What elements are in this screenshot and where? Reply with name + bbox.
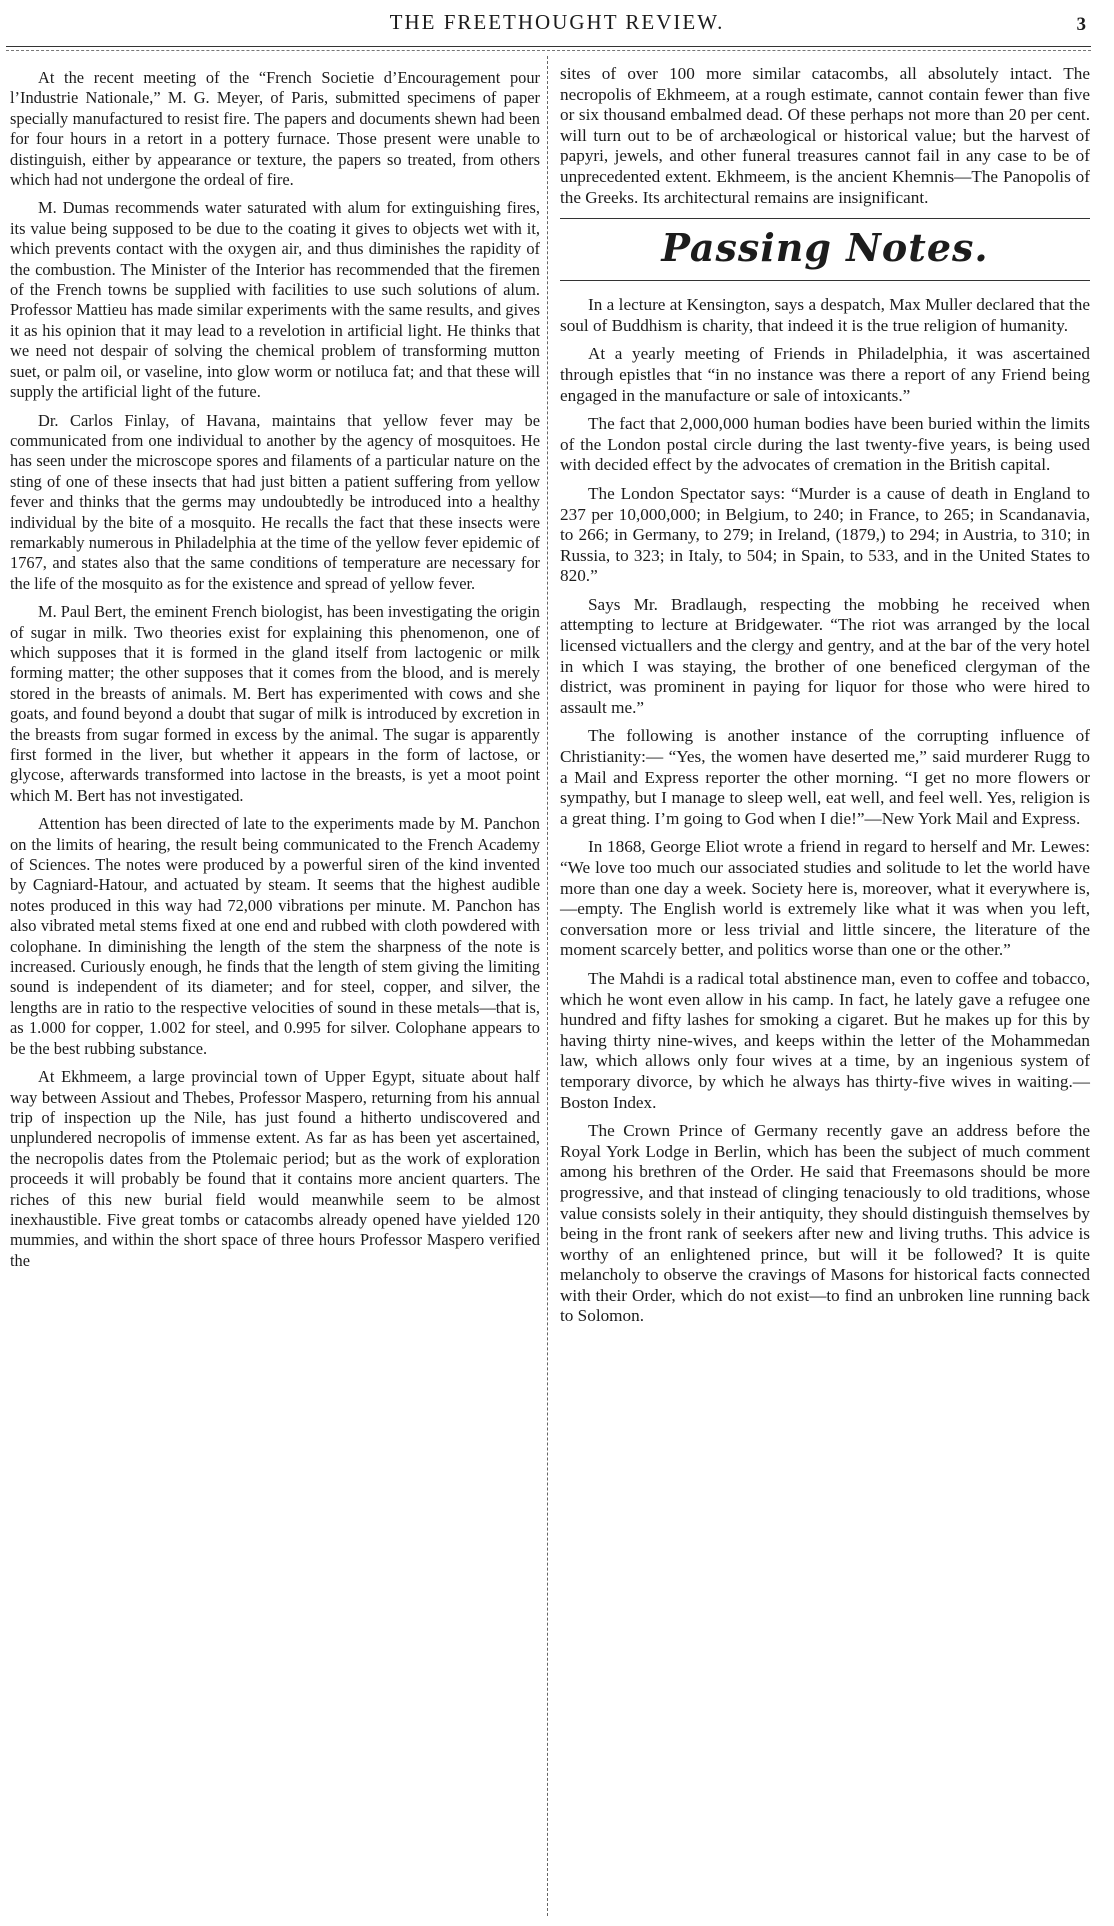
paragraph-limits-of-hearing: Attention has been directed of late to the experiments made by M. Panchon on the limits of hearing, the result being communicated to the French Academy of Sciences. The notes were produced by a powerful siren of the kind invented by Cagniard-Hatour, and actuated by steam. It seems that the highest audible notes produced in this way had 72,000 vibrations per minute. M. Panchon has also vibrated metal stems fixed at one end and rubbed with cloth powdered with colophane. In diminishing the length of the stem the sharpness of the note is increased. Curiously enough, he finds that the length of stem giving the limiting sound is independent of its diameter; and for steel, copper, and silver, the lengths are in ratio to the respective velocities of sound in these metals—that is, as 1.000 for copper, 1.002 for steel, and 0.995 for silver. Colophane appears to be the best rubbing substance. [10, 814, 540, 1058]
page-header [0, 0, 1114, 46]
note-murderer-rugg: The following is another instance of the corrupting influence of Christianity:— “Yes, the women have deserted me,” said murderer Rugg to a Mail and Express reporter the other morning. “I get no more flowers or sympathy, but I manage to sleep well, eat well, and feel well. Yes, religion is a great thing. I’m going to God when I die!”—New York Mail and Express. [560, 726, 1090, 828]
header-rule-dashed [6, 50, 1091, 51]
note-bradlaugh: Says Mr. Bradlaugh, respecting the mobbing he received when attempting to lecture at Bridgewater. “The riot was arranged by the local licensed victuallers and the clergy and gentry, and at the bar of the very hotel in which I was staying, the brother of one beneficed clergyman of the district, was prominent in paying for liquor for those who were hired to assault me.” [560, 594, 1090, 717]
right-column [560, 64, 1090, 1335]
paragraph-yellow-fever-mosquitoes: Dr. Carlos Finlay, of Havana, maintains that yellow fever may be communicated from one individual to another by the agency of mosquitoes. He has seen under the microscope spores and filaments of a particular nature on the sting of one of these insects that had just bitten a patient suffering from yellow fever and thinks that the germs may undoubtedly be introduced into a healthy individual by the bite of a mosquito. He recalls the fact that these insects were remarkably numerous in Philadelphia at the time of the yellow fever epidemic of 1767, and states also that the same conditions of temperature are necessary for the life of the mosquito as for the existence and spread of yellow fever. [10, 410, 540, 593]
note-crown-prince: The Crown Prince of Germany recently gave an address before the Royal York Lodge in Berlin, which has been the subject of much comment among his brethren of the Order. He said that Freemasons should be more progressive, and that instead of clinging tenaciously to old traditions, whose value consists solely in their antiquity, they should distinguish themselves by being in the front rank of seekers after new and living truths. This advice is worthy of an enlightened prince, but will it be followed? It is quite melancholy to observe the cravings of Masons for historical facts connected with their Order, which do not exist—to find an unbroken line running back to Solomon. [560, 1121, 1090, 1326]
note-london-spectator: The London Spectator says: “Murder is a cause of death in England to 237 per 10,000,000; in Belgium, to 240; in France, to 265; in Scandanavia, to 266; in Germany, to 279; in Ireland, (1879,) to 294; in Austria, to 310; in Russia, to 323; in Italy, to 504; in Spain, to 533, and in the United States to 820.” [560, 483, 1090, 586]
paragraph-fire-resistant-paper: At the recent meeting of the “French Societie d’Encouragement pour l’Industrie Nationale,” M. G. Meyer, of Paris, submitted specimens of paper specially manufactured to resist fire. The papers and documents shewn had been for four hours in a retort in a pottery furnace. Those present were unable to distinguish, either by appearance or texture, the papers so treated, from others which had not undergone the ordeal of fire. [10, 68, 540, 190]
note-max-muller: In a lecture at Kensington, says a despatch, Max Muller declared that the soul of Buddhism is charity, that indeed it is the true religion of humanity. [560, 295, 1090, 335]
paragraph-ekhmeem-continued: sites of over 100 more similar catacombs, all absolutely intact. The necropolis of Ekhmeem, at a rough estimate, cannot contain fewer than five or six thousand embalmed dead. Of these perhaps not more than 20 per cent. will turn out to be of archæological or historical value; but the harvest of papyri, jewels, and other funeral treasures cannot fail in any case to be of unprecedented extent. Ekhmeem, is the ancient Khemnis—The Panopolis of the Greeks. Its architectural remains are insignificant. [560, 64, 1090, 207]
header-rule [6, 46, 1091, 47]
section-header [560, 218, 1090, 281]
paragraph-alum-extinguishing: M. Dumas recommends water saturated with alum for extinguishing fires, its value being supposed to be due to the coating it gives to objects wet with it, which prevents contact with the oxygen air, and thus diminishes the rapidity of the combustion. The Minister of the Interior has recommended that the firemen of the French towns be supplied with facilities to use such solutions of alum. Professor Mattieu has made similar experiments with the same results, and gives it as his opinion that it may lead to a revelotion in artificial light. He thinks that we need not despair of solving the chemical problem of transforming mutton suet, or palm oil, or vaseline, into glow worm or notiluca fat; and that these will supply the artificial light of the future. [10, 198, 540, 402]
running-title: THE FREETHOUGHT REVIEW. [389, 10, 725, 34]
note-cremation-london: The fact that 2,000,000 human bodies have been buried within the limits of the London postal circle during the last twenty-five years, is being used with decided effect by the advocates of cremation in the British capital. [560, 414, 1090, 475]
left-column [10, 68, 540, 1279]
note-mahdi: The Mahdi is a radical total abstinence man, even to coffee and tobacco, which he wont even allow in his camp. In fact, he lately gave a refugee one hundred and fifty lashes for smoking a cigaret. But he makes up for this by having thirty nine-wives, and keeps within the letter of the Mohammedan law, which allows only four wives at a time, by an ingenious system of temporary divorce, by which he always has thirty-five wives in waiting.—Boston Index. [560, 968, 1090, 1112]
column-divider [547, 56, 548, 1916]
paragraph-ekhmeem-necropolis: At Ekhmeem, a large provincial town of Upper Egypt, situate about half way between Assiout and Thebes, Professor Maspero, returning from his annual trip of inspection up the Nile, has just found a hitherto undiscovered and unplundered necropolis of immense extent. As far as has been yet ascertained, the necropolis dates from the Ptolemaic period; but as the work of exploration proceeds it will probably be found that it contains more ancient quarters. The riches of this new burial field would meanwhile seem to be almost inexhaustible. Five great tombs or catacombs already opened have yielded 120 mummies, and within the short space of three hours Professor Maspero verified the [10, 1067, 540, 1270]
section-title: Passing Notes. [661, 225, 989, 271]
note-george-eliot: In 1868, George Eliot wrote a friend in regard to herself and Mr. Lewes: “We love too much our associated studies and solitude to let the world have more than one day a week. Society here is, moreover, what it everywhere is,—empty. The English world is extremely like what it was when you left, conversation more or less trivial and little sincere, the literature of the moment scarcely better, and politics worse than one or the other.” [560, 837, 1090, 960]
note-friends-philadelphia: At a yearly meeting of Friends in Philadelphia, it was ascertained through epistles that “in no instance was there a report of any Friend being engaged in the manufacture or sale of intoxicants.” [560, 344, 1090, 405]
page-number: 3 [1076, 14, 1086, 35]
paragraph-sugar-in-milk: M. Paul Bert, the eminent French biologist, has been investigating the origin of sugar in milk. Two theories exist for explaining this phenomenon, one of which supposes that it is formed in the gland itself from lactogenic or milk forming matter; the other supposes that it comes from the blood, and is merely stored in the breasts of animals. M. Bert has experimented with cows and she goats, and found beyond a doubt that sugar of milk is introduced by excretion in the breasts from sugar formed in excess by the animal. The sugar is apparently first formed in the liver, but whether it appears in the form of lactose, or glycose, afterwards transformed into lactose in the breasts, is yet a moot point which M. Bert has not investigated. [10, 602, 540, 805]
